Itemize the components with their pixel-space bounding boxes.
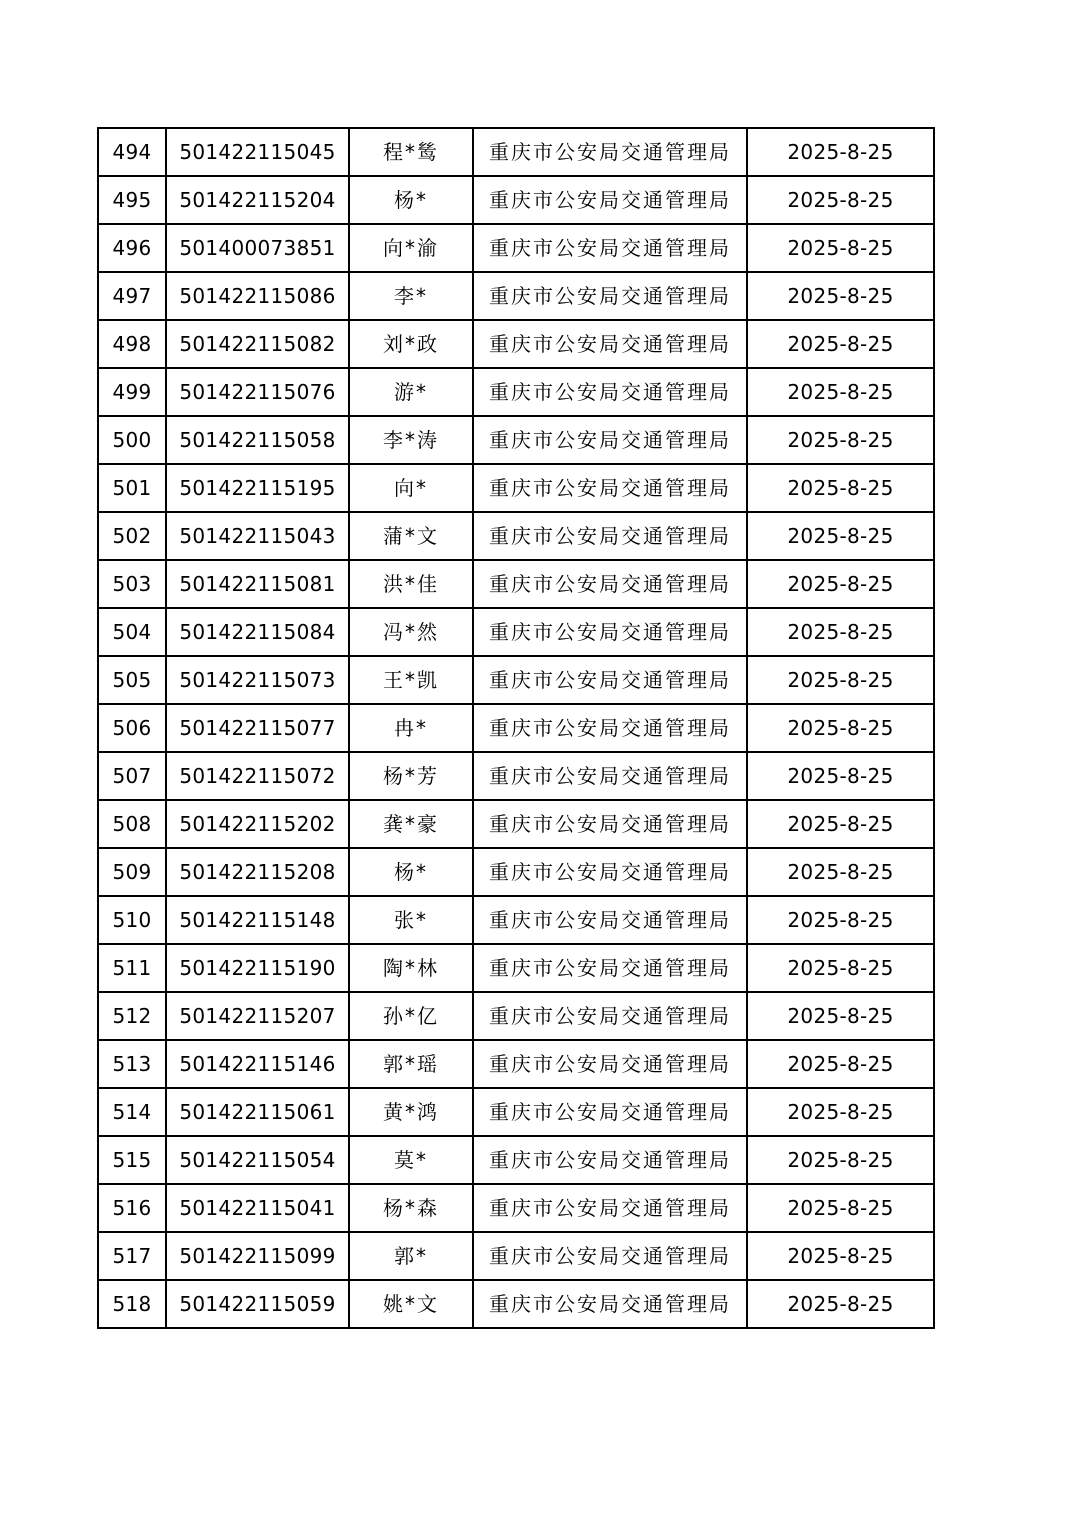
organization-cell: 重庆市公安局交通管理局 bbox=[473, 896, 747, 944]
name-cell: 向* bbox=[349, 464, 473, 512]
id-number-cell: 501422115059 bbox=[166, 1280, 349, 1328]
table-row bbox=[98, 1280, 934, 1328]
organization-cell: 重庆市公安局交通管理局 bbox=[473, 1280, 747, 1328]
date-cell: 2025-8-25 bbox=[747, 1280, 934, 1328]
organization-cell: 重庆市公安局交通管理局 bbox=[473, 608, 747, 656]
name-cell: 杨* bbox=[349, 176, 473, 224]
id-number-cell: 501422115073 bbox=[166, 656, 349, 704]
row-number-cell: 514 bbox=[98, 1088, 166, 1136]
organization-cell: 重庆市公安局交通管理局 bbox=[473, 848, 747, 896]
date-cell: 2025-8-25 bbox=[747, 608, 934, 656]
id-number-cell: 501422115207 bbox=[166, 992, 349, 1040]
name-cell: 龚*豪 bbox=[349, 800, 473, 848]
date-cell: 2025-8-25 bbox=[747, 128, 934, 176]
date-cell: 2025-8-25 bbox=[747, 272, 934, 320]
date-cell: 2025-8-25 bbox=[747, 224, 934, 272]
row-number-cell: 513 bbox=[98, 1040, 166, 1088]
date-cell: 2025-8-25 bbox=[747, 1184, 934, 1232]
row-number-cell: 495 bbox=[98, 176, 166, 224]
date-cell: 2025-8-25 bbox=[747, 1088, 934, 1136]
row-number-cell: 502 bbox=[98, 512, 166, 560]
table-row bbox=[98, 176, 934, 224]
id-number-cell: 501422115045 bbox=[166, 128, 349, 176]
organization-cell: 重庆市公安局交通管理局 bbox=[473, 224, 747, 272]
name-cell: 孙*亿 bbox=[349, 992, 473, 1040]
row-number-cell: 501 bbox=[98, 464, 166, 512]
row-number-cell: 499 bbox=[98, 368, 166, 416]
row-number-cell: 510 bbox=[98, 896, 166, 944]
table-row bbox=[98, 752, 934, 800]
row-number-cell: 494 bbox=[98, 128, 166, 176]
name-cell: 黄*鸿 bbox=[349, 1088, 473, 1136]
name-cell: 郭*瑶 bbox=[349, 1040, 473, 1088]
id-number-cell: 501422115148 bbox=[166, 896, 349, 944]
organization-cell: 重庆市公安局交通管理局 bbox=[473, 512, 747, 560]
date-cell: 2025-8-25 bbox=[747, 512, 934, 560]
date-cell: 2025-8-25 bbox=[747, 992, 934, 1040]
row-number-cell: 504 bbox=[98, 608, 166, 656]
date-cell: 2025-8-25 bbox=[747, 656, 934, 704]
table-row bbox=[98, 800, 934, 848]
id-number-cell: 501422115190 bbox=[166, 944, 349, 992]
id-number-cell: 501400073851 bbox=[166, 224, 349, 272]
row-number-cell: 509 bbox=[98, 848, 166, 896]
name-cell: 杨*芳 bbox=[349, 752, 473, 800]
row-number-cell: 506 bbox=[98, 704, 166, 752]
date-cell: 2025-8-25 bbox=[747, 1040, 934, 1088]
organization-cell: 重庆市公安局交通管理局 bbox=[473, 464, 747, 512]
organization-cell: 重庆市公安局交通管理局 bbox=[473, 704, 747, 752]
id-number-cell: 501422115058 bbox=[166, 416, 349, 464]
table-row bbox=[98, 992, 934, 1040]
name-cell: 洪*佳 bbox=[349, 560, 473, 608]
id-number-cell: 501422115041 bbox=[166, 1184, 349, 1232]
table-row bbox=[98, 368, 934, 416]
name-cell: 王*凯 bbox=[349, 656, 473, 704]
id-number-cell: 501422115084 bbox=[166, 608, 349, 656]
id-number-cell: 501422115086 bbox=[166, 272, 349, 320]
name-cell: 姚*文 bbox=[349, 1280, 473, 1328]
id-number-cell: 501422115208 bbox=[166, 848, 349, 896]
organization-cell: 重庆市公安局交通管理局 bbox=[473, 1136, 747, 1184]
organization-cell: 重庆市公安局交通管理局 bbox=[473, 800, 747, 848]
date-cell: 2025-8-25 bbox=[747, 800, 934, 848]
row-number-cell: 503 bbox=[98, 560, 166, 608]
row-number-cell: 497 bbox=[98, 272, 166, 320]
table-row bbox=[98, 1136, 934, 1184]
table-row bbox=[98, 1088, 934, 1136]
name-cell: 杨*森 bbox=[349, 1184, 473, 1232]
id-number-cell: 501422115082 bbox=[166, 320, 349, 368]
name-cell: 张* bbox=[349, 896, 473, 944]
records-table bbox=[97, 127, 935, 1329]
name-cell: 陶*林 bbox=[349, 944, 473, 992]
date-cell: 2025-8-25 bbox=[747, 1136, 934, 1184]
id-number-cell: 501422115043 bbox=[166, 512, 349, 560]
name-cell: 李* bbox=[349, 272, 473, 320]
id-number-cell: 501422115081 bbox=[166, 560, 349, 608]
id-number-cell: 501422115204 bbox=[166, 176, 349, 224]
table-row bbox=[98, 128, 934, 176]
date-cell: 2025-8-25 bbox=[747, 944, 934, 992]
date-cell: 2025-8-25 bbox=[747, 752, 934, 800]
name-cell: 程*鸶 bbox=[349, 128, 473, 176]
id-number-cell: 501422115077 bbox=[166, 704, 349, 752]
date-cell: 2025-8-25 bbox=[747, 896, 934, 944]
table-row bbox=[98, 704, 934, 752]
organization-cell: 重庆市公安局交通管理局 bbox=[473, 752, 747, 800]
row-number-cell: 508 bbox=[98, 800, 166, 848]
row-number-cell: 517 bbox=[98, 1232, 166, 1280]
date-cell: 2025-8-25 bbox=[747, 368, 934, 416]
date-cell: 2025-8-25 bbox=[747, 848, 934, 896]
row-number-cell: 496 bbox=[98, 224, 166, 272]
organization-cell: 重庆市公安局交通管理局 bbox=[473, 1184, 747, 1232]
name-cell: 刘*政 bbox=[349, 320, 473, 368]
organization-cell: 重庆市公安局交通管理局 bbox=[473, 176, 747, 224]
name-cell: 向*渝 bbox=[349, 224, 473, 272]
table-row bbox=[98, 656, 934, 704]
table-row bbox=[98, 464, 934, 512]
table-row bbox=[98, 944, 934, 992]
table-row bbox=[98, 416, 934, 464]
id-number-cell: 501422115146 bbox=[166, 1040, 349, 1088]
organization-cell: 重庆市公安局交通管理局 bbox=[473, 560, 747, 608]
date-cell: 2025-8-25 bbox=[747, 176, 934, 224]
name-cell: 冯*然 bbox=[349, 608, 473, 656]
date-cell: 2025-8-25 bbox=[747, 320, 934, 368]
organization-cell: 重庆市公安局交通管理局 bbox=[473, 992, 747, 1040]
date-cell: 2025-8-25 bbox=[747, 704, 934, 752]
name-cell: 冉* bbox=[349, 704, 473, 752]
row-number-cell: 507 bbox=[98, 752, 166, 800]
organization-cell: 重庆市公安局交通管理局 bbox=[473, 1088, 747, 1136]
table-row bbox=[98, 896, 934, 944]
row-number-cell: 511 bbox=[98, 944, 166, 992]
records-table-body bbox=[98, 128, 934, 1328]
row-number-cell: 518 bbox=[98, 1280, 166, 1328]
id-number-cell: 501422115195 bbox=[166, 464, 349, 512]
row-number-cell: 516 bbox=[98, 1184, 166, 1232]
date-cell: 2025-8-25 bbox=[747, 416, 934, 464]
organization-cell: 重庆市公安局交通管理局 bbox=[473, 272, 747, 320]
table-row bbox=[98, 608, 934, 656]
name-cell: 郭* bbox=[349, 1232, 473, 1280]
table-row bbox=[98, 224, 934, 272]
organization-cell: 重庆市公安局交通管理局 bbox=[473, 1040, 747, 1088]
row-number-cell: 505 bbox=[98, 656, 166, 704]
organization-cell: 重庆市公安局交通管理局 bbox=[473, 944, 747, 992]
organization-cell: 重庆市公安局交通管理局 bbox=[473, 320, 747, 368]
table-row bbox=[98, 1040, 934, 1088]
id-number-cell: 501422115072 bbox=[166, 752, 349, 800]
name-cell: 莫* bbox=[349, 1136, 473, 1184]
row-number-cell: 515 bbox=[98, 1136, 166, 1184]
name-cell: 蒲*文 bbox=[349, 512, 473, 560]
name-cell: 李*涛 bbox=[349, 416, 473, 464]
id-number-cell: 501422115099 bbox=[166, 1232, 349, 1280]
table-row bbox=[98, 272, 934, 320]
id-number-cell: 501422115076 bbox=[166, 368, 349, 416]
table-row bbox=[98, 1232, 934, 1280]
table-row bbox=[98, 560, 934, 608]
organization-cell: 重庆市公安局交通管理局 bbox=[473, 128, 747, 176]
row-number-cell: 498 bbox=[98, 320, 166, 368]
name-cell: 游* bbox=[349, 368, 473, 416]
organization-cell: 重庆市公安局交通管理局 bbox=[473, 416, 747, 464]
id-number-cell: 501422115054 bbox=[166, 1136, 349, 1184]
id-number-cell: 501422115061 bbox=[166, 1088, 349, 1136]
organization-cell: 重庆市公安局交通管理局 bbox=[473, 656, 747, 704]
row-number-cell: 512 bbox=[98, 992, 166, 1040]
row-number-cell: 500 bbox=[98, 416, 166, 464]
date-cell: 2025-8-25 bbox=[747, 464, 934, 512]
date-cell: 2025-8-25 bbox=[747, 560, 934, 608]
id-number-cell: 501422115202 bbox=[166, 800, 349, 848]
table-row bbox=[98, 848, 934, 896]
organization-cell: 重庆市公安局交通管理局 bbox=[473, 368, 747, 416]
name-cell: 杨* bbox=[349, 848, 473, 896]
organization-cell: 重庆市公安局交通管理局 bbox=[473, 1232, 747, 1280]
table-row bbox=[98, 1184, 934, 1232]
table-row bbox=[98, 320, 934, 368]
table-row bbox=[98, 512, 934, 560]
date-cell: 2025-8-25 bbox=[747, 1232, 934, 1280]
